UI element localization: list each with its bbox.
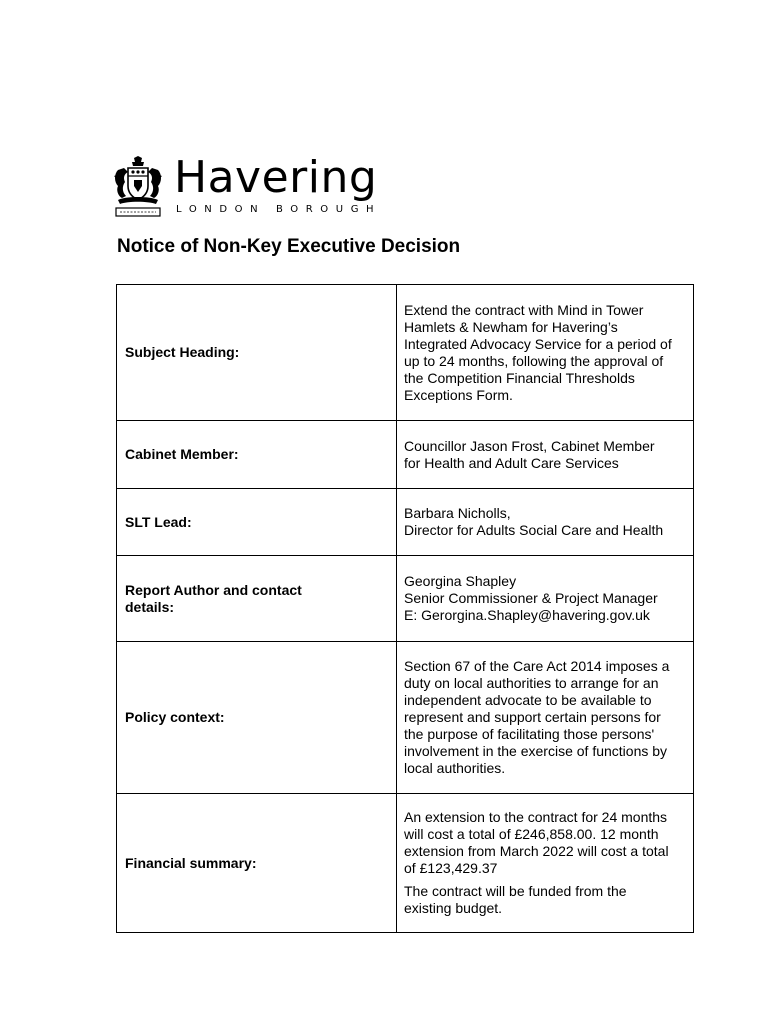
logo-subtitle: LONDON BOROUGH — [176, 204, 382, 215]
decision-table — [116, 284, 694, 933]
table-row-slt-lead — [117, 489, 694, 556]
financial-summary-cost: An extension to the contract for 24 months will cost a total of £246,858.00. 12 month extension from March 2022 will cost a total of £123,429.37 — [404, 809, 669, 876]
row-value: Barbara Nicholls, Director for Adults Social Care and Health — [397, 489, 694, 556]
table-row-policy-context — [117, 642, 694, 794]
havering-logo — [112, 150, 402, 220]
row-value — [397, 794, 694, 933]
row-value: Georgina Shapley Senior Commissioner & Project Manager E: Gerorgina.Shapley@havering.gov.uk — [397, 556, 694, 642]
row-value: Councillor Jason Frost, Cabinet Member for Health and Adult Care Services — [397, 421, 694, 489]
table-row-financial-summary — [117, 794, 694, 933]
row-label: Policy context: — [117, 642, 397, 794]
table-row-report-author — [117, 556, 694, 642]
page-title: Notice of Non-Key Executive Decision — [117, 236, 461, 257]
row-value: Section 67 of the Care Act 2014 imposes a duty on local authorities to arrange for an independent advocate to be available to represent and support certain persons for the purpose of facilitating those persons' involvement in the exercise of functions by local authorities. — [397, 642, 694, 794]
row-label: Report Author and contact details: — [117, 556, 397, 642]
row-label: Subject Heading: — [117, 285, 397, 421]
financial-summary-funding: The contract will be funded from the existing budget. — [404, 883, 627, 916]
table-row-cabinet-member — [117, 421, 694, 489]
row-label: Financial summary: — [117, 794, 397, 933]
table-row-subject-heading — [117, 285, 694, 421]
logo-wordmark: Havering — [174, 152, 378, 203]
row-label: Cabinet Member: — [117, 421, 397, 489]
row-label: SLT Lead: — [117, 489, 397, 556]
row-value: Extend the contract with Mind in Tower Hamlets & Newham for Havering’s Integrated Advocacy Service for a period of up to 24 months, following the approval of the Competition Financial Thresholds Exceptions Form. — [397, 285, 694, 421]
havering-crest-icon — [112, 156, 164, 218]
